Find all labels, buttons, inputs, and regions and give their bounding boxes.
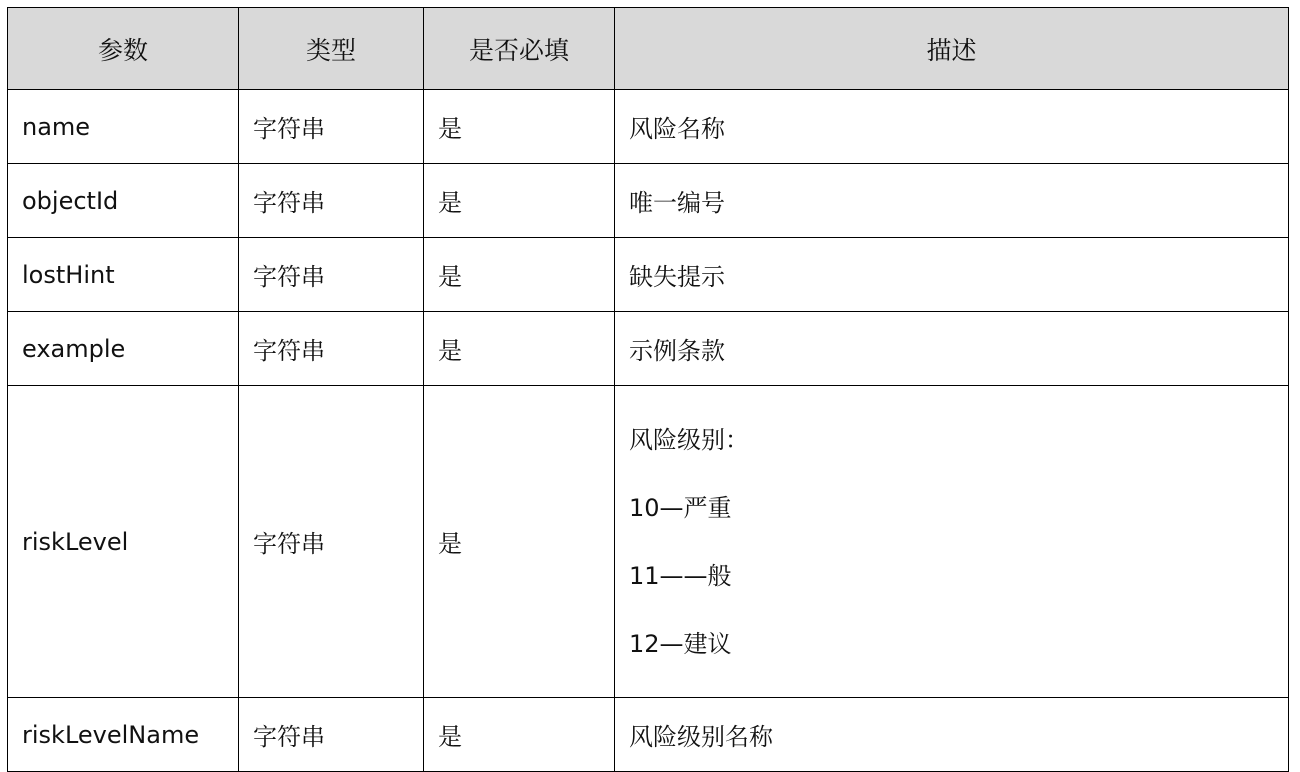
- header-type: 类型: [239, 8, 424, 90]
- param-cell: riskLevel: [8, 386, 239, 698]
- description-line: 10—严重: [629, 493, 732, 522]
- header-param: 参数: [8, 8, 239, 90]
- param-cell: example: [8, 312, 239, 386]
- table-row: [8, 90, 1289, 164]
- type-cell: 字符串: [239, 386, 424, 698]
- description-cell: 风险名称: [615, 90, 1289, 164]
- table-row: [8, 698, 1289, 772]
- description-cell: [615, 386, 1289, 698]
- header-row: [8, 8, 1289, 90]
- required-cell: 是: [424, 312, 615, 386]
- required-cell: 是: [424, 238, 615, 312]
- table-body: [8, 90, 1289, 772]
- param-cell: name: [8, 90, 239, 164]
- table-row: [8, 312, 1289, 386]
- param-cell: riskLevelName: [8, 698, 239, 772]
- param-cell: lostHint: [8, 238, 239, 312]
- type-cell: 字符串: [239, 164, 424, 238]
- description-cell: 唯一编号: [615, 164, 1289, 238]
- parameter-table: [7, 7, 1289, 772]
- table-header: [8, 8, 1289, 90]
- required-cell: 是: [424, 164, 615, 238]
- description-line: 12—建议: [629, 629, 732, 658]
- table-row: [8, 164, 1289, 238]
- type-cell: 字符串: [239, 312, 424, 386]
- description-cell: 示例条款: [615, 312, 1289, 386]
- table-row: [8, 386, 1289, 698]
- header-required: 是否必填: [424, 8, 615, 90]
- description-cell: 风险级别名称: [615, 698, 1289, 772]
- description-line: 11——般: [629, 561, 732, 590]
- type-cell: 字符串: [239, 90, 424, 164]
- param-cell: objectId: [8, 164, 239, 238]
- description-lines: [629, 426, 1288, 658]
- required-cell: 是: [424, 698, 615, 772]
- type-cell: 字符串: [239, 698, 424, 772]
- description-cell: 缺失提示: [615, 238, 1289, 312]
- type-cell: 字符串: [239, 238, 424, 312]
- required-cell: 是: [424, 90, 615, 164]
- header-description: 描述: [615, 8, 1289, 90]
- required-cell: 是: [424, 386, 615, 698]
- table-row: [8, 238, 1289, 312]
- description-line: 风险级别：: [629, 425, 749, 454]
